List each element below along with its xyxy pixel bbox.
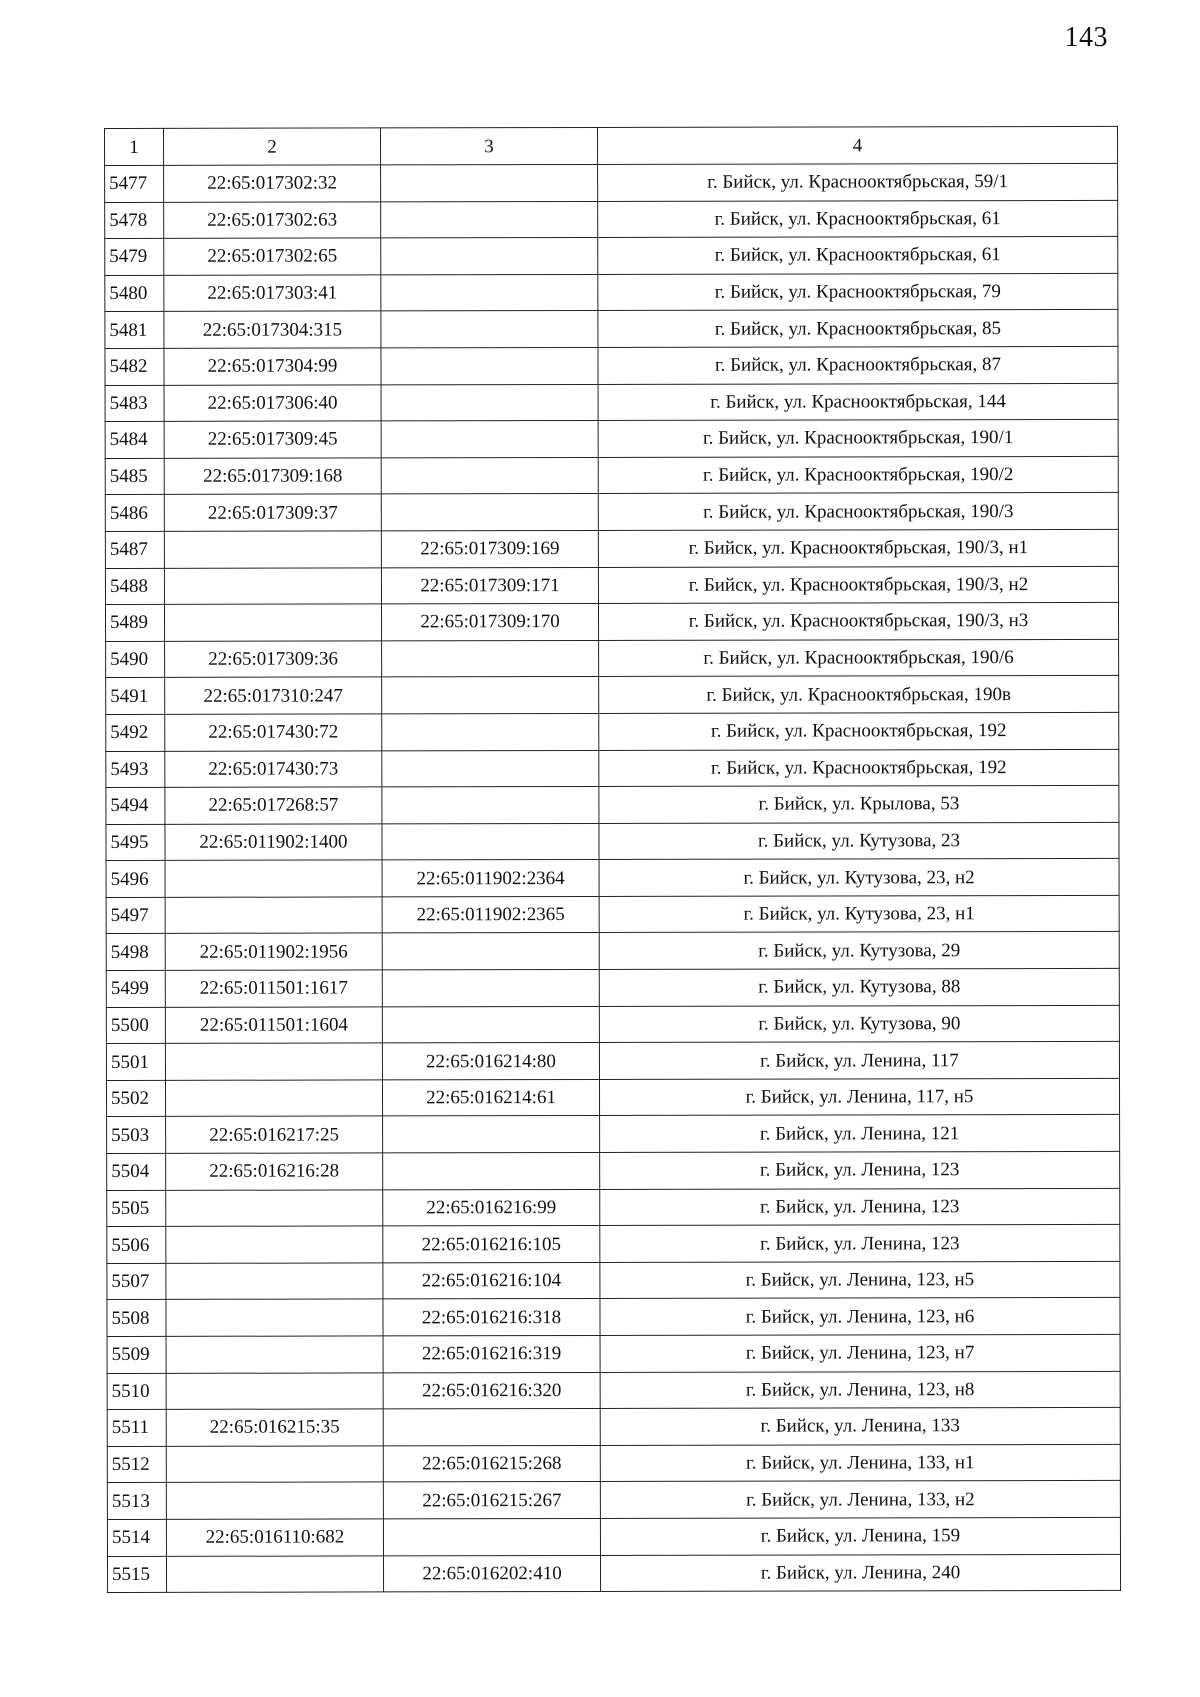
row-number-cell: 5507 — [107, 1263, 166, 1300]
address-cell: г. Бийск, ул. Ленина, 117 — [599, 1042, 1119, 1080]
table-row — [105, 310, 1118, 349]
table-row — [105, 529, 1118, 568]
row-number-cell: 5505 — [107, 1190, 166, 1227]
cadastral-number-cell — [164, 567, 381, 604]
room-cadastral-number-cell: 22:65:011902:2365 — [382, 896, 599, 933]
row-number-cell: 5508 — [107, 1300, 166, 1337]
address-cell: г. Бийск, ул. Кутузова, 23, н2 — [599, 859, 1119, 897]
row-number-cell: 5477 — [105, 165, 164, 202]
address-cell: г. Бийск, ул. Ленина, 133, н2 — [600, 1481, 1120, 1519]
room-cadastral-number-cell: 22:65:016202:410 — [383, 1555, 600, 1592]
address-cell: г. Бийск, ул. Ленина, 133 — [600, 1408, 1120, 1446]
row-number-cell: 5506 — [107, 1227, 166, 1264]
address-cell: г. Бийск, ул. Краснооктябрьская, 85 — [598, 310, 1118, 348]
cadastral-number-cell: 22:65:017309:45 — [164, 421, 381, 458]
row-number-cell: 5478 — [105, 202, 164, 239]
cadastral-number-cell: 22:65:017309:36 — [165, 641, 382, 678]
table-row — [106, 639, 1119, 678]
table-row — [106, 1005, 1119, 1044]
room-cadastral-number-cell — [382, 750, 599, 787]
address-cell: г. Бийск, ул. Ленина, 117, н5 — [599, 1078, 1119, 1116]
address-cell: г. Бийск, ул. Кутузова, 88 — [599, 968, 1119, 1006]
row-number-cell: 5484 — [105, 422, 164, 459]
room-cadastral-number-cell: 22:65:016215:267 — [383, 1482, 600, 1519]
address-cell: г. Бийск, ул. Краснооктябрьская, 190/6 — [599, 639, 1119, 677]
cadastral-number-cell — [166, 1555, 383, 1592]
page-number: 143 — [1064, 22, 1108, 53]
room-cadastral-number-cell: 22:65:011902:2364 — [382, 860, 599, 897]
column-header-2: 2 — [164, 128, 381, 165]
row-number-cell: 5498 — [106, 934, 165, 971]
table-row — [106, 822, 1119, 861]
room-cadastral-number-cell — [381, 421, 598, 458]
cadastral-number-cell: 22:65:011902:1956 — [165, 933, 382, 970]
room-cadastral-number-cell: 22:65:016216:319 — [383, 1335, 600, 1372]
row-number-cell: 5492 — [106, 714, 165, 751]
room-cadastral-number-cell: 22:65:016216:99 — [383, 1189, 600, 1226]
table-row — [106, 932, 1119, 971]
table-row — [105, 200, 1118, 239]
table-row — [107, 1371, 1120, 1410]
address-cell: г. Бийск, ул. Кутузова, 29 — [599, 932, 1119, 970]
address-cell: г. Бийск, ул. Ленина, 123 — [600, 1151, 1120, 1189]
cadastral-number-cell — [166, 1446, 383, 1483]
address-cell: г. Бийск, ул. Кутузова, 23 — [599, 822, 1119, 860]
row-number-cell: 5493 — [106, 751, 165, 788]
address-cell: г. Бийск, ул. Краснооктябрьская, 190/1 — [598, 420, 1118, 458]
address-cell: г. Бийск, ул. Краснооктябрьская, 190/2 — [598, 456, 1118, 494]
row-number-cell: 5479 — [105, 239, 164, 276]
table-row — [105, 603, 1118, 642]
room-cadastral-number-cell — [382, 787, 599, 824]
table-row — [107, 1261, 1120, 1300]
cadastral-number-cell: 22:65:016216:28 — [166, 1153, 383, 1190]
cadastral-number-cell: 22:65:011902:1400 — [165, 824, 382, 861]
address-cell: г. Бийск, ул. Краснооктябрьская, 192 — [599, 749, 1119, 787]
table-row — [106, 1078, 1119, 1117]
address-cell: г. Бийск, ул. Ленина, 123 — [600, 1188, 1120, 1226]
row-number-cell: 5503 — [107, 1117, 166, 1154]
table-row — [107, 1481, 1120, 1520]
address-cell: г. Бийск, ул. Ленина, 123 — [600, 1225, 1120, 1263]
cadastral-number-cell — [165, 897, 382, 934]
table-row — [106, 895, 1119, 934]
row-number-cell: 5486 — [105, 495, 164, 532]
room-cadastral-number-cell: 22:65:016216:318 — [383, 1299, 600, 1336]
address-cell: г. Бийск, ул. Ленина, 123, н8 — [600, 1371, 1120, 1409]
address-cell: г. Бийск, ул. Краснооктябрьская, 79 — [598, 273, 1118, 311]
cadastral-number-cell: 22:65:017304:99 — [164, 348, 381, 385]
cadastral-number-cell: 22:65:011501:1604 — [165, 1007, 382, 1044]
cadastral-number-cell: 22:65:017309:37 — [164, 494, 381, 531]
cadastral-number-cell — [166, 1336, 383, 1373]
table-row — [106, 859, 1119, 898]
row-number-cell: 5488 — [105, 568, 164, 605]
row-number-cell: 5511 — [107, 1410, 166, 1447]
room-cadastral-number-cell — [381, 311, 598, 348]
cadastral-number-cell — [166, 1263, 383, 1300]
address-cell: г. Бийск, ул. Ленина, 123, н6 — [600, 1298, 1120, 1336]
column-header-3: 3 — [381, 127, 598, 164]
table-row — [105, 383, 1118, 422]
address-cell: г. Бийск, ул. Краснооктябрьская, 61 — [598, 237, 1118, 275]
address-cell: г. Бийск, ул. Краснооктябрьская, 190/3, н2 — [598, 566, 1118, 604]
address-cell: г. Бийск, ул. Краснооктябрьская, 61 — [598, 200, 1118, 238]
cadastral-number-cell: 22:65:016217:25 — [166, 1116, 383, 1153]
address-cell: г. Бийск, ул. Краснооктябрьская, 87 — [598, 346, 1118, 384]
room-cadastral-number-cell — [382, 823, 599, 860]
row-number-cell: 5510 — [107, 1373, 166, 1410]
column-header-4: 4 — [597, 126, 1117, 164]
row-number-cell: 5487 — [105, 531, 164, 568]
row-number-cell: 5513 — [107, 1483, 166, 1520]
address-cell: г. Бийск, ул. Кутузова, 90 — [599, 1005, 1119, 1043]
table-row — [107, 1188, 1120, 1227]
table-row — [107, 1554, 1120, 1593]
cadastral-number-cell: 22:65:017302:32 — [164, 165, 381, 202]
row-number-cell: 5483 — [105, 385, 164, 422]
row-number-cell: 5481 — [105, 312, 164, 349]
room-cadastral-number-cell: 22:65:017309:169 — [381, 530, 598, 567]
table-row — [105, 273, 1118, 312]
table-row — [106, 712, 1119, 751]
cadastral-number-cell — [165, 1080, 382, 1117]
table-row — [107, 1225, 1120, 1264]
cadastral-number-cell: 22:65:017303:41 — [164, 275, 381, 312]
table-row — [107, 1151, 1120, 1190]
cadastral-number-cell: 22:65:016215:35 — [166, 1409, 383, 1446]
address-cell: г. Бийск, ул. Краснооктябрьская, 59/1 — [598, 163, 1118, 201]
room-cadastral-number-cell — [381, 274, 598, 311]
room-cadastral-number-cell — [381, 347, 598, 384]
room-cadastral-number-cell: 22:65:017309:170 — [381, 604, 598, 641]
row-number-cell: 5509 — [107, 1336, 166, 1373]
room-cadastral-number-cell — [383, 1152, 600, 1189]
address-cell: г. Бийск, ул. Краснооктябрьская, 144 — [598, 383, 1118, 421]
cadastral-number-cell — [166, 1482, 383, 1519]
cadastral-number-cell: 22:65:017430:72 — [165, 714, 382, 751]
address-cell: г. Бийск, ул. Краснооктябрьская, 190/3, н1 — [598, 529, 1118, 567]
property-register-table — [104, 126, 1121, 1593]
row-number-cell: 5515 — [107, 1556, 166, 1593]
row-number-cell: 5485 — [105, 458, 164, 495]
address-cell: г. Бийск, ул. Краснооктябрьская, 190в — [599, 676, 1119, 714]
cadastral-number-cell: 22:65:017268:57 — [165, 787, 382, 824]
table-row — [105, 566, 1118, 605]
cadastral-number-cell — [165, 1043, 382, 1080]
table-row — [107, 1334, 1120, 1373]
room-cadastral-number-cell — [382, 713, 599, 750]
row-number-cell: 5494 — [106, 787, 165, 824]
table-row — [106, 968, 1119, 1007]
room-cadastral-number-cell: 22:65:016216:105 — [383, 1226, 600, 1263]
address-cell: г. Бийск, ул. Ленина, 123, н7 — [600, 1334, 1120, 1372]
table-header-row — [105, 126, 1118, 165]
row-number-cell: 5501 — [106, 1044, 165, 1081]
room-cadastral-number-cell — [382, 640, 599, 677]
address-cell: г. Бийск, ул. Крылова, 53 — [599, 785, 1119, 823]
cadastral-number-cell — [166, 1190, 383, 1227]
cadastral-number-cell — [166, 1226, 383, 1263]
row-number-cell: 5504 — [107, 1153, 166, 1190]
table-row — [107, 1408, 1120, 1447]
cadastral-number-cell: 22:65:017302:63 — [164, 202, 381, 239]
row-number-cell: 5497 — [106, 897, 165, 934]
row-number-cell: 5495 — [106, 824, 165, 861]
table-row — [105, 493, 1118, 532]
column-header-1: 1 — [105, 128, 164, 165]
cadastral-number-cell: 22:65:016110:682 — [166, 1519, 383, 1556]
table-row — [105, 456, 1118, 495]
room-cadastral-number-cell — [381, 201, 598, 238]
room-cadastral-number-cell: 22:65:016214:61 — [382, 1079, 599, 1116]
row-number-cell: 5480 — [105, 275, 164, 312]
table-row — [107, 1298, 1120, 1337]
address-cell: г. Бийск, ул. Ленина, 159 — [600, 1517, 1120, 1555]
table-row — [105, 346, 1118, 385]
table-row — [107, 1444, 1120, 1483]
room-cadastral-number-cell — [382, 677, 599, 714]
cadastral-number-cell: 22:65:017430:73 — [165, 750, 382, 787]
room-cadastral-number-cell: 22:65:016216:104 — [383, 1262, 600, 1299]
address-cell: г. Бийск, ул. Краснооктябрьская, 190/3, н3 — [598, 603, 1118, 641]
address-cell: г. Бийск, ул. Кутузова, 23, н1 — [599, 895, 1119, 933]
room-cadastral-number-cell — [383, 1409, 600, 1446]
row-number-cell: 5496 — [106, 861, 165, 898]
room-cadastral-number-cell — [382, 1006, 599, 1043]
room-cadastral-number-cell — [383, 1116, 600, 1153]
row-number-cell: 5512 — [107, 1446, 166, 1483]
room-cadastral-number-cell — [381, 494, 598, 531]
row-number-cell: 5514 — [107, 1519, 166, 1556]
room-cadastral-number-cell: 22:65:016216:320 — [383, 1372, 600, 1409]
room-cadastral-number-cell: 22:65:017309:171 — [381, 567, 598, 604]
table-row — [107, 1115, 1120, 1154]
table-row — [106, 749, 1119, 788]
table-row — [105, 163, 1118, 202]
row-number-cell: 5490 — [106, 641, 165, 678]
cadastral-number-cell: 22:65:011501:1617 — [165, 970, 382, 1007]
table-row — [107, 1517, 1120, 1556]
table-row — [106, 1042, 1119, 1081]
address-cell: г. Бийск, ул. Ленина, 133, н1 — [600, 1444, 1120, 1482]
cadastral-number-cell — [165, 860, 382, 897]
cadastral-number-cell: 22:65:017304:315 — [164, 311, 381, 348]
row-number-cell: 5482 — [105, 348, 164, 385]
room-cadastral-number-cell — [381, 384, 598, 421]
table-row — [105, 237, 1118, 276]
cadastral-number-cell: 22:65:017302:65 — [164, 238, 381, 275]
row-number-cell: 5489 — [105, 604, 164, 641]
room-cadastral-number-cell — [383, 1518, 600, 1555]
room-cadastral-number-cell — [381, 457, 598, 494]
cadastral-number-cell: 22:65:017309:168 — [164, 458, 381, 495]
room-cadastral-number-cell: 22:65:016215:268 — [383, 1445, 600, 1482]
row-number-cell: 5502 — [106, 1080, 165, 1117]
address-cell: г. Бийск, ул. Ленина, 121 — [600, 1115, 1120, 1153]
room-cadastral-number-cell: 22:65:016214:80 — [382, 1043, 599, 1080]
address-cell: г. Бийск, ул. Краснооктябрьская, 190/3 — [598, 493, 1118, 531]
table-row — [106, 676, 1119, 715]
cadastral-number-cell: 22:65:017306:40 — [164, 384, 381, 421]
table-row — [106, 785, 1119, 824]
table-body — [105, 163, 1121, 1592]
row-number-cell: 5500 — [106, 1007, 165, 1044]
room-cadastral-number-cell — [381, 238, 598, 275]
cadastral-number-cell — [164, 531, 381, 568]
room-cadastral-number-cell — [382, 933, 599, 970]
cadastral-number-cell — [166, 1299, 383, 1336]
cadastral-number-cell — [166, 1373, 383, 1410]
room-cadastral-number-cell — [382, 970, 599, 1007]
address-cell: г. Бийск, ул. Ленина, 123, н5 — [600, 1261, 1120, 1299]
address-cell: г. Бийск, ул. Краснооктябрьская, 192 — [599, 712, 1119, 750]
row-number-cell: 5491 — [106, 678, 165, 715]
row-number-cell: 5499 — [106, 970, 165, 1007]
room-cadastral-number-cell — [381, 164, 598, 201]
address-cell: г. Бийск, ул. Ленина, 240 — [600, 1554, 1120, 1592]
table-row — [105, 420, 1118, 459]
cadastral-number-cell: 22:65:017310:247 — [165, 677, 382, 714]
cadastral-number-cell — [164, 604, 381, 641]
